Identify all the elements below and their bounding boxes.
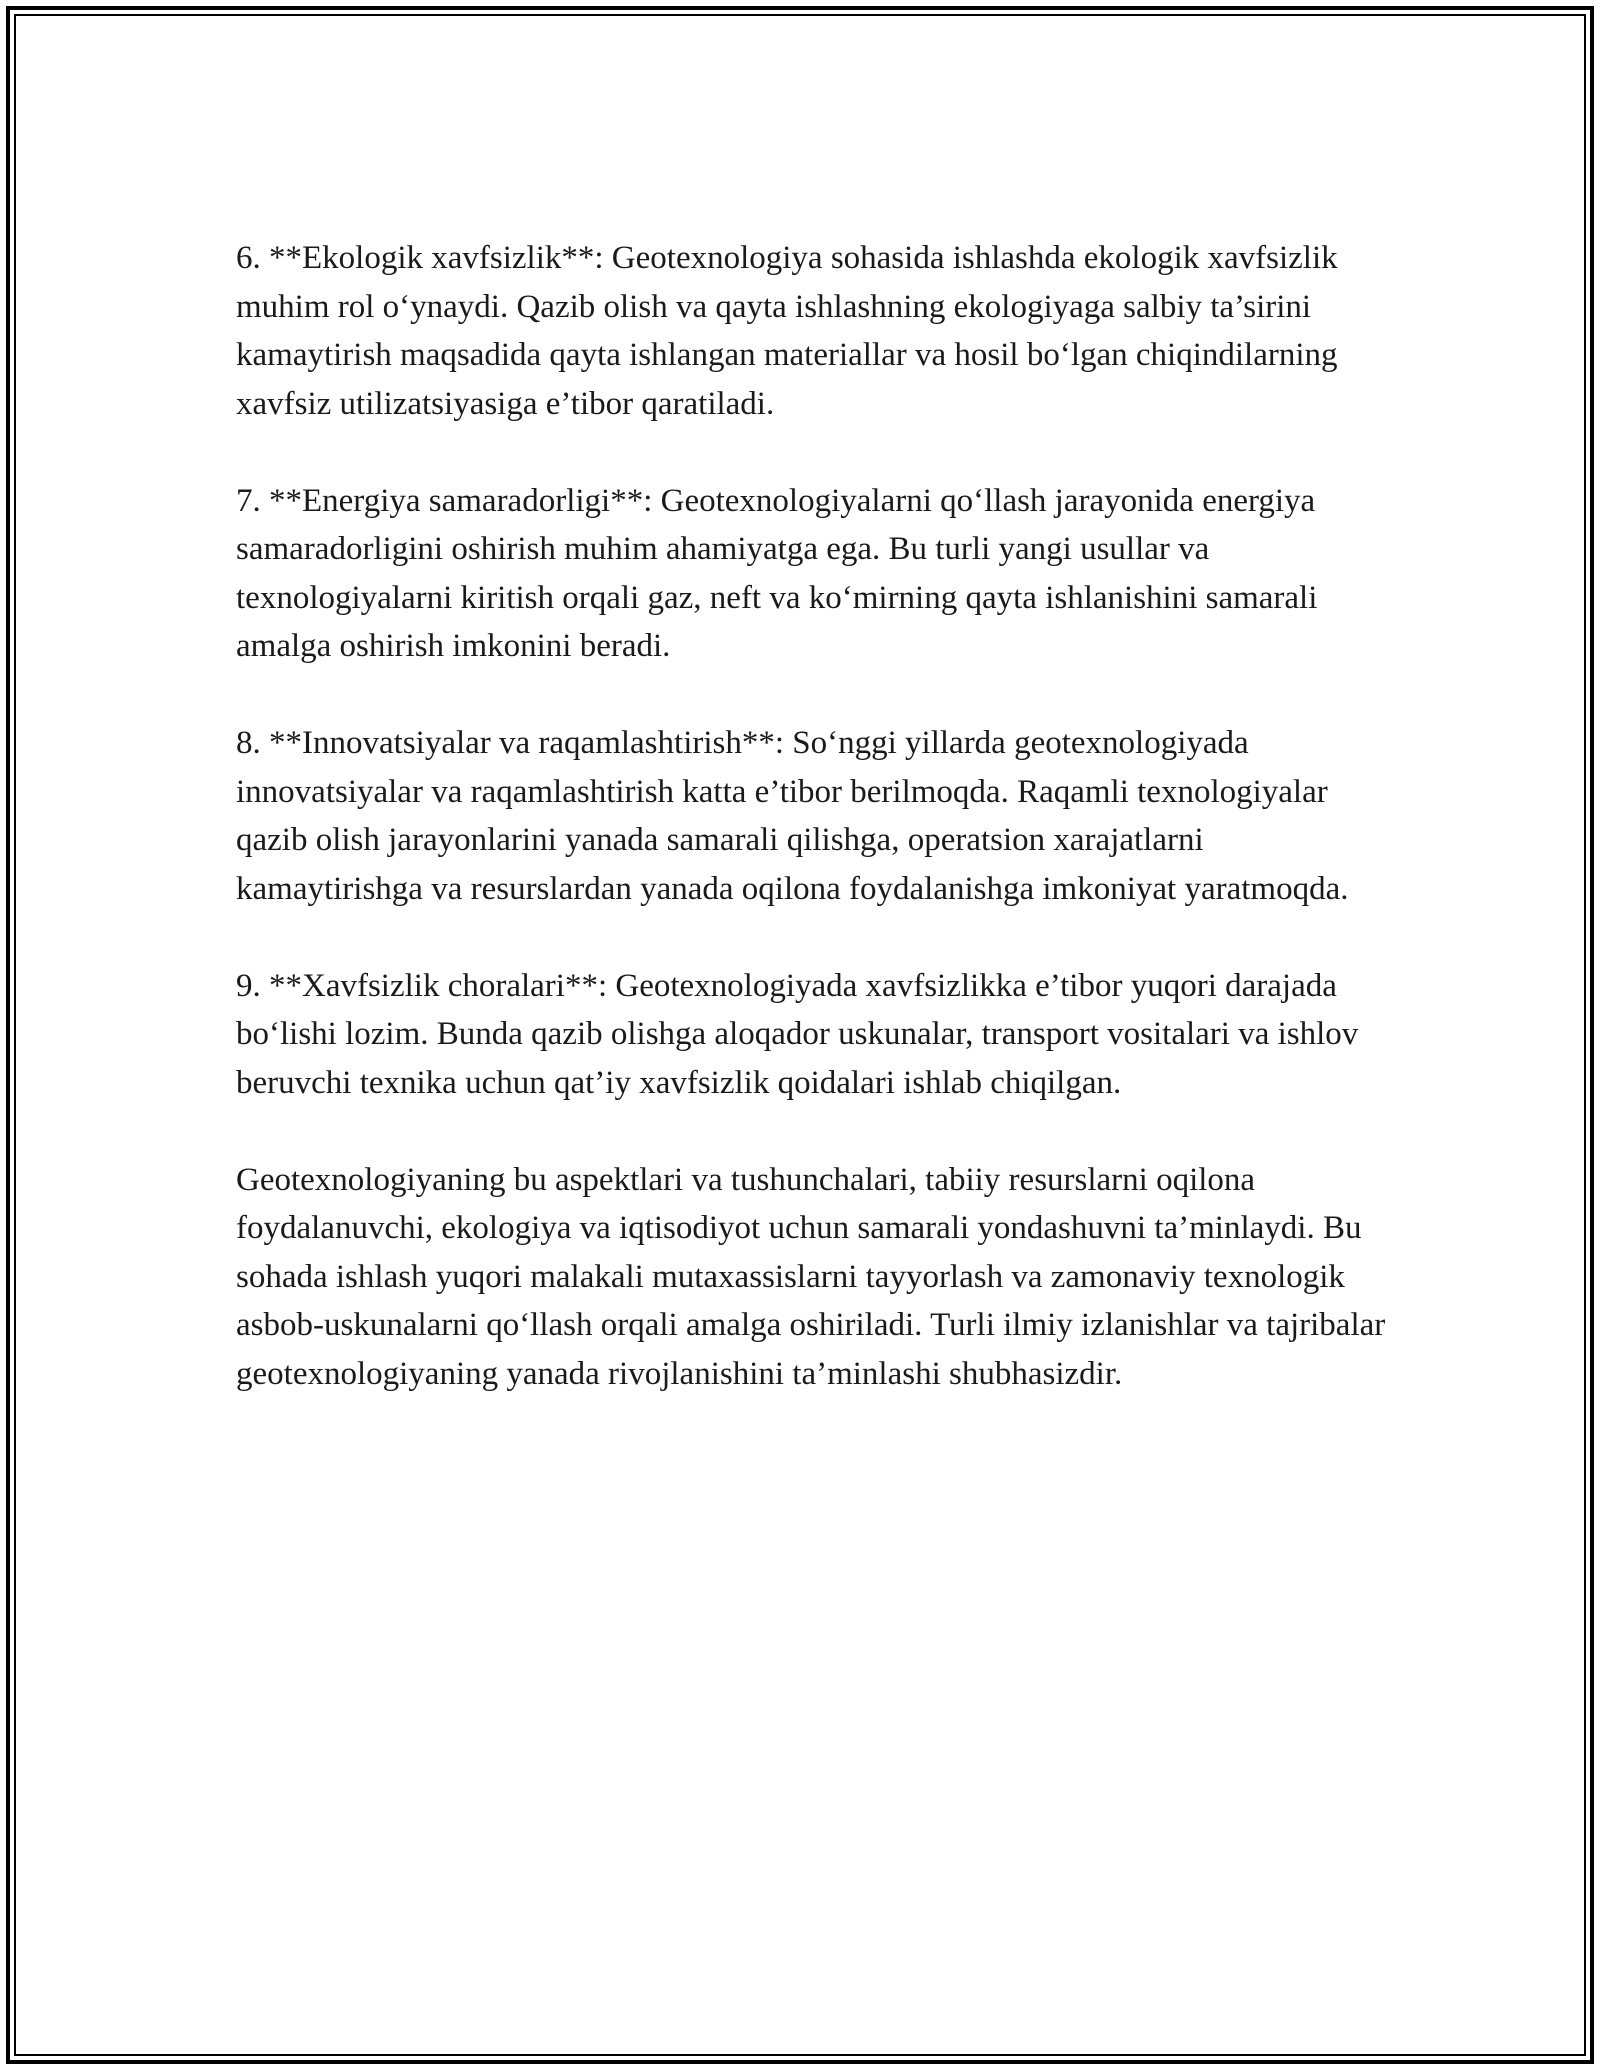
paragraph-conclusion: Geotexnologiyaning bu aspektlari va tushunchalari, tabiiy resurslarni oqilona foydalanuvchi, ekologiya va iqtisodiyot uchun samarali yondashuvni ta’minlaydi. Bu sohada ishlash yuqori malakali mutaxassislarni tayyorlash va zamonaviy texnologik asbob-uskunalarni qo‘llash orqali amalga oshiriladi. Turli ilmiy izlanishlar va tajribalar geotexnologiyaning yanada rivojlanishini ta’minlashi shubhasizdir. (236, 1161, 1386, 1392)
document-body (236, 234, 1386, 1398)
paragraph-ekologik-xavfsizlik: 6. **Ekologik xavfsizlik**: Geotexnologiya sohasida ishlashda ekologik xavfsizlik muhim rol o‘ynaydi. Qazib olish va qayta ishlashning ekologiyaga salbiy ta’sirini kamaytirish maqsadida qayta ishlangan materiallar va hosil bo‘lgan chiqindilarning xavfsiz utilizatsiyasiga e’tibor qaratiladi. (236, 240, 1338, 422)
paragraph-energiya-samaradorligi: 7. **Energiya samaradorligi**: Geotexnologiyalarni qo‘llash jarayonida energiya samaradorligini oshirish muhim ahamiyatga ega. Bu turli yangi usullar va texnologiyalarni kiritish orqali gaz, neft va ko‘mirning qayta ishlanishini samarali amalga oshirish imkonini beradi. (236, 482, 1318, 664)
paragraph-innovatsiyalar: 8. **Innovatsiyalar va raqamlashtirish**: So‘nggi yillarda geotexnologiyada innovatsiyalar va raqamlashtirish katta e’tibor berilmoqda. Raqamli texnologiyalar qazib olish jarayonlarini yanada samarali qilishga, operatsion xarajatlarni kamaytirishga va resurslardan yanada oqilona foydalanishga imkoniyat yaratmoqda. (236, 725, 1349, 907)
paragraph-xavfsizlik-choralari: 9. **Xavfsizlik choralari**: Geotexnologiyada xavfsizlikka e’tibor yuqori darajada bo‘lishi lozim. Bunda qazib olishga aloqador uskunalar, transport vositalari va ishlov beruvchi texnika uchun qat’iy xavfsizlik qoidalari ishlab chiqilgan. (236, 967, 1359, 1101)
